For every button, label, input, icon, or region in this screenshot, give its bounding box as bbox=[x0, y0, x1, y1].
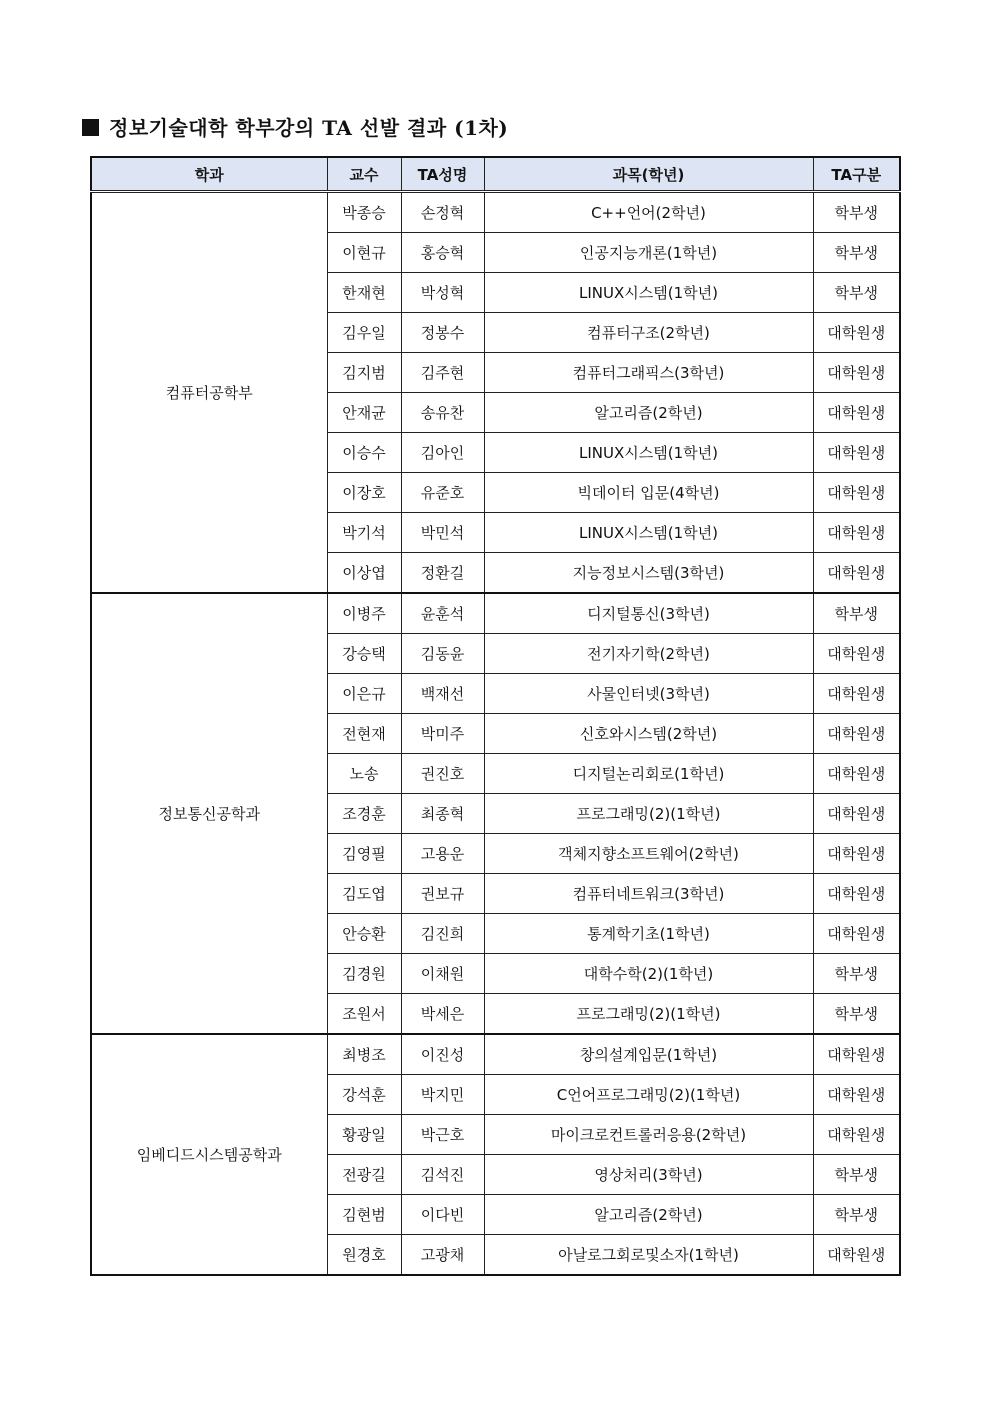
ta-type-cell: 대학원생 bbox=[813, 513, 900, 553]
ta-name-cell: 이진성 bbox=[401, 1034, 484, 1075]
ta-type-cell: 대학원생 bbox=[813, 714, 900, 754]
professor-cell: 이승수 bbox=[327, 433, 401, 473]
ta-name-cell: 김석진 bbox=[401, 1155, 484, 1195]
ta-name-cell: 백재선 bbox=[401, 674, 484, 714]
page-title bbox=[82, 113, 508, 143]
ta-type-cell: 대학원생 bbox=[813, 473, 900, 513]
professor-cell: 전광길 bbox=[327, 1155, 401, 1195]
course-cell: 컴퓨터그래픽스(3학년) bbox=[484, 353, 813, 393]
ta-name-cell: 정봉수 bbox=[401, 313, 484, 353]
professor-cell: 박기석 bbox=[327, 513, 401, 553]
ta-type-cell: 대학원생 bbox=[813, 674, 900, 714]
header-professor: 교수 bbox=[327, 157, 401, 192]
ta-type-cell: 대학원생 bbox=[813, 794, 900, 834]
course-cell: 사물인터넷(3학년) bbox=[484, 674, 813, 714]
professor-cell: 황광일 bbox=[327, 1115, 401, 1155]
course-cell: 컴퓨터구조(2학년) bbox=[484, 313, 813, 353]
ta-name-cell: 윤훈석 bbox=[401, 593, 484, 634]
ta-name-cell: 홍승혁 bbox=[401, 233, 484, 273]
ta-type-cell: 대학원생 bbox=[813, 353, 900, 393]
ta-type-cell: 대학원생 bbox=[813, 1235, 900, 1276]
course-cell: 아날로그회로및소자(1학년) bbox=[484, 1235, 813, 1276]
ta-name-cell: 고광채 bbox=[401, 1235, 484, 1276]
ta-name-cell: 김주현 bbox=[401, 353, 484, 393]
header-ta-name: TA성명 bbox=[401, 157, 484, 192]
ta-name-cell: 고용운 bbox=[401, 834, 484, 874]
course-cell: 프로그래밍(2)(1학년) bbox=[484, 794, 813, 834]
professor-cell: 안승환 bbox=[327, 914, 401, 954]
ta-type-cell: 학부생 bbox=[813, 192, 900, 233]
ta-name-cell: 김동윤 bbox=[401, 634, 484, 674]
ta-name-cell: 박미주 bbox=[401, 714, 484, 754]
ta-name-cell: 권진호 bbox=[401, 754, 484, 794]
professor-cell: 조원서 bbox=[327, 994, 401, 1035]
ta-name-cell: 정환길 bbox=[401, 553, 484, 594]
ta-name-cell: 김진희 bbox=[401, 914, 484, 954]
course-cell: 영상처리(3학년) bbox=[484, 1155, 813, 1195]
ta-type-cell: 대학원생 bbox=[813, 433, 900, 473]
ta-type-cell: 대학원생 bbox=[813, 754, 900, 794]
course-cell: C언어프로그래밍(2)(1학년) bbox=[484, 1075, 813, 1115]
professor-cell: 조경훈 bbox=[327, 794, 401, 834]
course-cell: LINUX시스템(1학년) bbox=[484, 513, 813, 553]
professor-cell: 원경호 bbox=[327, 1235, 401, 1276]
ta-name-cell: 박세은 bbox=[401, 994, 484, 1035]
ta-name-cell: 김아인 bbox=[401, 433, 484, 473]
professor-cell: 강석훈 bbox=[327, 1075, 401, 1115]
ta-type-cell: 대학원생 bbox=[813, 1034, 900, 1075]
professor-cell: 이은규 bbox=[327, 674, 401, 714]
course-cell: 알고리즘(2학년) bbox=[484, 1195, 813, 1235]
ta-type-cell: 학부생 bbox=[813, 273, 900, 313]
professor-cell: 이상엽 bbox=[327, 553, 401, 594]
black-square-icon bbox=[82, 119, 99, 136]
ta-type-cell: 학부생 bbox=[813, 954, 900, 994]
ta-name-cell: 박지민 bbox=[401, 1075, 484, 1115]
ta-name-cell: 이채원 bbox=[401, 954, 484, 994]
ta-selection-table bbox=[90, 156, 901, 1276]
ta-name-cell: 박성혁 bbox=[401, 273, 484, 313]
course-cell: 디지털논리회로(1학년) bbox=[484, 754, 813, 794]
dept-cell: 임베디드시스템공학과 bbox=[91, 1034, 327, 1275]
professor-cell: 김도엽 bbox=[327, 874, 401, 914]
dept-group bbox=[91, 593, 900, 1034]
course-cell: 빅데이터 입문(4학년) bbox=[484, 473, 813, 513]
course-cell: LINUX시스템(1학년) bbox=[484, 273, 813, 313]
ta-type-cell: 대학원생 bbox=[813, 553, 900, 594]
dept-cell: 컴퓨터공학부 bbox=[91, 192, 327, 594]
ta-type-cell: 대학원생 bbox=[813, 834, 900, 874]
table-row bbox=[91, 1034, 900, 1075]
professor-cell: 김현범 bbox=[327, 1195, 401, 1235]
ta-type-cell: 대학원생 bbox=[813, 874, 900, 914]
course-cell: 인공지능개론(1학년) bbox=[484, 233, 813, 273]
course-cell: C++언어(2학년) bbox=[484, 192, 813, 233]
ta-type-cell: 대학원생 bbox=[813, 313, 900, 353]
course-cell: 객체지향소프트웨어(2학년) bbox=[484, 834, 813, 874]
professor-cell: 전현재 bbox=[327, 714, 401, 754]
professor-cell: 최병조 bbox=[327, 1034, 401, 1075]
header-ta-type: TA구분 bbox=[813, 157, 900, 192]
page-title-text: 정보기술대학 학부강의 TA 선발 결과 (1차) bbox=[109, 116, 509, 140]
ta-name-cell: 박근호 bbox=[401, 1115, 484, 1155]
ta-type-cell: 대학원생 bbox=[813, 1075, 900, 1115]
professor-cell: 강승택 bbox=[327, 634, 401, 674]
professor-cell: 이병주 bbox=[327, 593, 401, 634]
ta-name-cell: 유준호 bbox=[401, 473, 484, 513]
course-cell: 컴퓨터네트워크(3학년) bbox=[484, 874, 813, 914]
ta-name-cell: 이다빈 bbox=[401, 1195, 484, 1235]
ta-type-cell: 학부생 bbox=[813, 994, 900, 1035]
ta-type-cell: 대학원생 bbox=[813, 914, 900, 954]
professor-cell: 김우일 bbox=[327, 313, 401, 353]
ta-name-cell: 송유찬 bbox=[401, 393, 484, 433]
header-dept: 학과 bbox=[91, 157, 327, 192]
table-row bbox=[91, 593, 900, 634]
course-cell: 디지털통신(3학년) bbox=[484, 593, 813, 634]
header-row bbox=[91, 157, 900, 192]
ta-name-cell: 박민석 bbox=[401, 513, 484, 553]
ta-type-cell: 대학원생 bbox=[813, 1115, 900, 1155]
course-cell: 대학수학(2)(1학년) bbox=[484, 954, 813, 994]
professor-cell: 안재균 bbox=[327, 393, 401, 433]
ta-type-cell: 대학원생 bbox=[813, 634, 900, 674]
ta-type-cell: 학부생 bbox=[813, 1195, 900, 1235]
ta-name-cell: 최종혁 bbox=[401, 794, 484, 834]
dept-cell: 정보통신공학과 bbox=[91, 593, 327, 1034]
dept-group bbox=[91, 1034, 900, 1275]
course-cell: 전기자기학(2학년) bbox=[484, 634, 813, 674]
table-header bbox=[91, 157, 900, 192]
dept-group bbox=[91, 192, 900, 594]
table-row bbox=[91, 192, 900, 233]
ta-name-cell: 손정혁 bbox=[401, 192, 484, 233]
course-cell: 통계학기초(1학년) bbox=[484, 914, 813, 954]
header-course: 과목(학년) bbox=[484, 157, 813, 192]
course-cell: LINUX시스템(1학년) bbox=[484, 433, 813, 473]
professor-cell: 김영필 bbox=[327, 834, 401, 874]
professor-cell: 이장호 bbox=[327, 473, 401, 513]
course-cell: 지능정보시스템(3학년) bbox=[484, 553, 813, 594]
course-cell: 창의설계입문(1학년) bbox=[484, 1034, 813, 1075]
ta-type-cell: 대학원생 bbox=[813, 393, 900, 433]
professor-cell: 박종승 bbox=[327, 192, 401, 233]
professor-cell: 김경원 bbox=[327, 954, 401, 994]
ta-name-cell: 권보규 bbox=[401, 874, 484, 914]
ta-type-cell: 학부생 bbox=[813, 593, 900, 634]
course-cell: 알고리즘(2학년) bbox=[484, 393, 813, 433]
ta-type-cell: 학부생 bbox=[813, 1155, 900, 1195]
course-cell: 신호와시스템(2학년) bbox=[484, 714, 813, 754]
ta-type-cell: 학부생 bbox=[813, 233, 900, 273]
professor-cell: 노송 bbox=[327, 754, 401, 794]
course-cell: 마이크로컨트롤러응용(2학년) bbox=[484, 1115, 813, 1155]
course-cell: 프로그래밍(2)(1학년) bbox=[484, 994, 813, 1035]
professor-cell: 김지범 bbox=[327, 353, 401, 393]
professor-cell: 한재현 bbox=[327, 273, 401, 313]
professor-cell: 이현규 bbox=[327, 233, 401, 273]
